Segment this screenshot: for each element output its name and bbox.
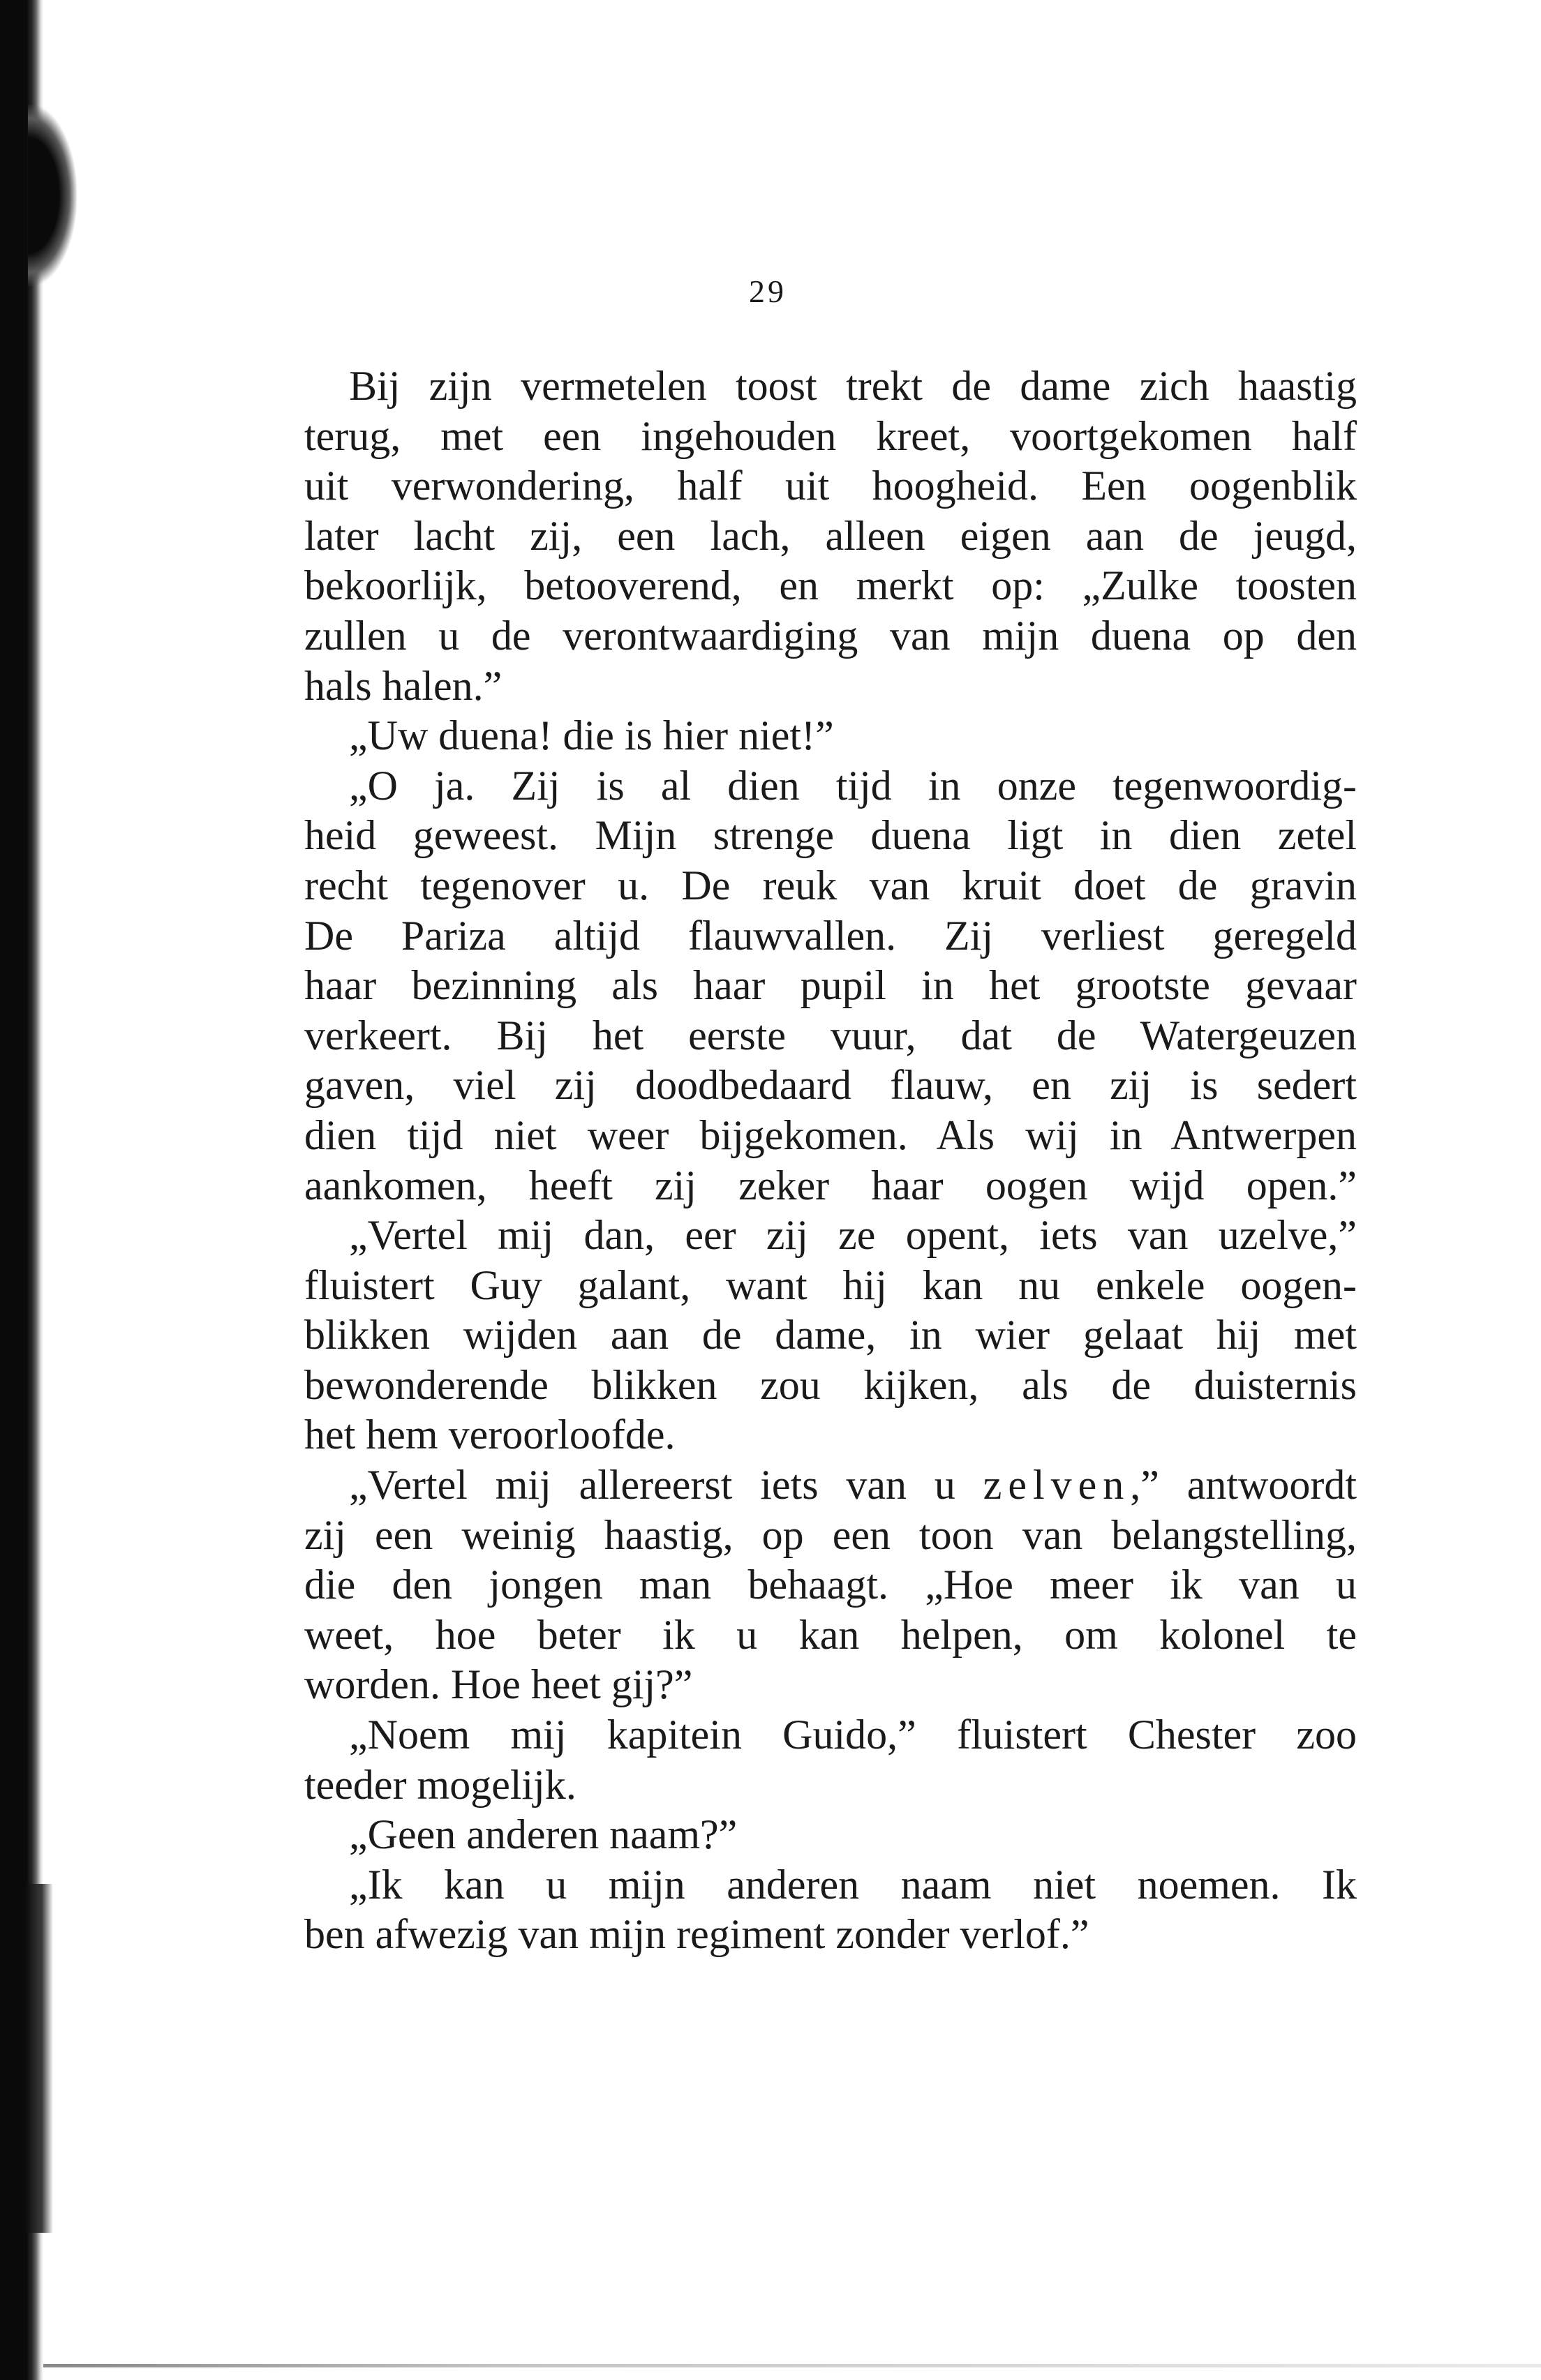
text-line: fluistert Guy galant, want hij kan nu enkele oogen- [304,1262,1357,1308]
binding-shadow-lower [25,1884,53,2233]
text-line: teeder mogelijk. [304,1761,576,1808]
text-line: terug, met een ingehouden kreet, voortgekomen half [304,412,1357,459]
text-line: haar bezinning als haar pupil in het grootste gevaar [304,962,1357,1009]
text-line: zij een weinig haastig, op een toon van belangstelling, [304,1511,1357,1558]
text-line: De Pariza altijd flauwvallen. Zij verliest geregeld [304,912,1357,959]
binding-shadow [28,105,77,286]
text-line: Bij zijn vermetelen toost trekt de dame zich haastig [349,363,1357,409]
text-line: gaven, viel zij doodbedaard flauw, en zij is sedert [304,1062,1357,1109]
text-line: zullen u de verontwaardiging van mijn duena op den [304,612,1357,659]
text-line: recht tegenover u. De reuk van kruit doet de gravin [304,862,1357,908]
text-line: „O ja. Zij is al dien tijd in onze tegenwoordig- [349,762,1357,809]
body-text [304,361,1357,1960]
text-line: blikken wijden aan de dame, in wier gelaat hij met [304,1312,1357,1359]
page-number: 29 [749,274,787,309]
text-line: bewonderende blikken zou kijken, als de duisternis [304,1361,1357,1408]
text-line: ben afwezig van mijn regiment zonder verlof.” [304,1911,1089,1958]
text-line: die den jongen man behaagt. „Hoe meer ik van u [304,1562,1357,1608]
text-line: „Ik kan u mijn anderen naam niet noemen. Ik [349,1861,1357,1908]
text-segment: ,” antwoordt [1130,1462,1357,1509]
text-line: hals halen.” [304,662,502,709]
text-line-with-emphasis [304,1460,1357,1511]
text-line: worden. Hoe heet gij?” [304,1661,693,1708]
text-line: „Geen anderen naam?” [349,1811,738,1858]
spaced-emphasis: zelven [983,1462,1131,1509]
text-line: uit verwondering, half uit hoogheid. Een oogenblik [304,463,1357,509]
text-line: weet, hoe beter ik u kan helpen, om kolonel te [304,1611,1357,1658]
text-segment: „Vertel mij allereerst iets van u [349,1462,955,1509]
text-line: aankomen, heeft zij zeker haar oogen wijd open.” [304,1162,1357,1208]
text-line: dien tijd niet weer bijgekomen. Als wij in Antwerpen [304,1112,1357,1158]
text-line: „Uw duena! die is hier niet!” [349,712,834,759]
text-line: heid geweest. Mijn strenge duena ligt in dien zetel [304,812,1357,859]
page-bottom-edge [43,2364,1541,2367]
text-line: later lacht zij, een lach, alleen eigen aan de jeugd, [304,512,1357,559]
text-line: verkeert. Bij het eerste vuur, dat de Watergeuzen [304,1012,1357,1058]
text-line: het hem veroorloofde. [304,1412,676,1458]
text-line: „Noem mij kapitein Guido,” fluistert Chester zoo [349,1712,1357,1758]
text-line: „Vertel mij dan, eer zij ze opent, iets van uzelve,” [349,1212,1357,1259]
text-line: bekoorlijk, betooverend, en merkt op: „Zulke toosten [304,562,1357,609]
